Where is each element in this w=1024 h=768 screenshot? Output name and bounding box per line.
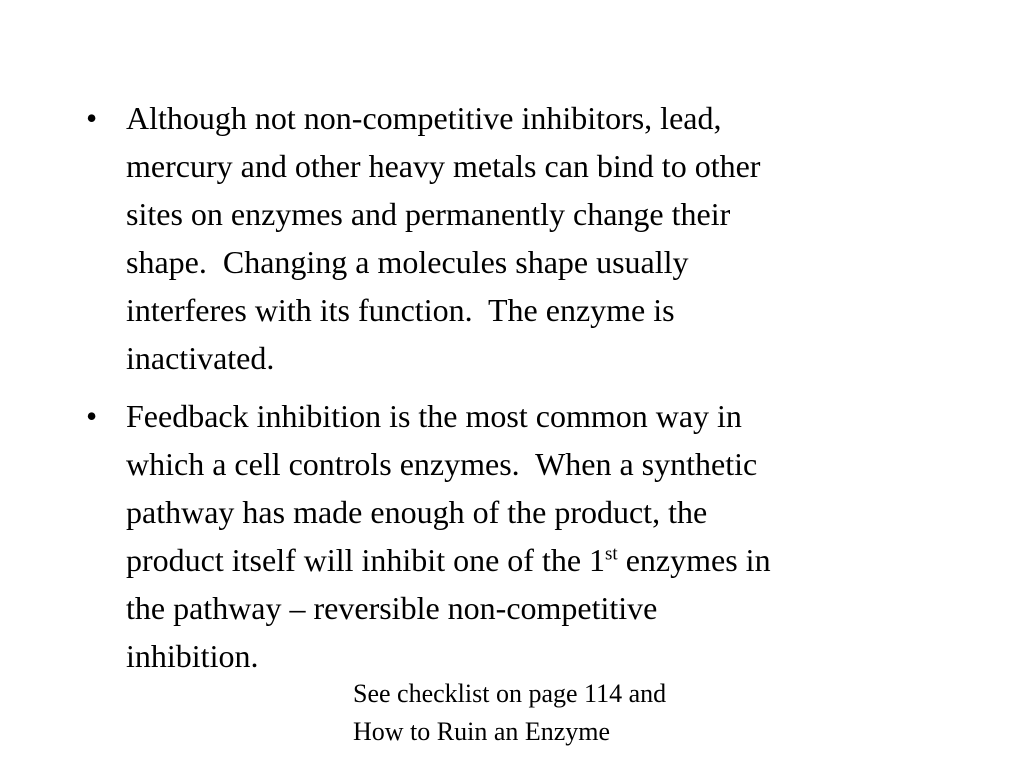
bullet-text-line: inactivated. [126, 340, 275, 376]
bullet-text-line: interferes with its function. The enzyme is [126, 292, 675, 328]
bullet-text-fragment: product itself will inhibit one of the 1 [126, 542, 606, 578]
bullet-text-line: pathway has made enough of the product, the [126, 494, 708, 530]
footnote [353, 675, 666, 751]
bullet-text-line: mercury and other heavy metals can bind to other [126, 148, 761, 184]
bullet-feedback-inhibition [86, 392, 946, 680]
bullet-text-line: Feedback inhibition is the most common way in [126, 398, 742, 434]
bullet-text-line: shape. Changing a molecules shape usually [126, 244, 689, 280]
bullet-text-fragment: enzymes in [617, 542, 771, 578]
bullet-list [86, 94, 946, 690]
bullet-text-line: the pathway – reversible non-competitive [126, 590, 658, 626]
bullet-marker: • [86, 100, 98, 136]
footnote-line: See checklist on page 114 and [353, 679, 667, 708]
bullet-text-line: which a cell controls enzymes. When a synthetic [126, 446, 758, 482]
footnote-line: How to Ruin an Enzyme [353, 717, 611, 746]
bullet-text-line [126, 536, 946, 584]
bullet-text-line: inhibition. [126, 638, 259, 674]
bullet-text-line: Although not non-competitive inhibitors, lead, [126, 100, 722, 136]
bullet-text-line: sites on enzymes and permanently change their [126, 196, 731, 232]
bullet-heavy-metals [86, 94, 946, 382]
bullet-marker: • [86, 398, 98, 434]
superscript-st: st [605, 543, 618, 565]
